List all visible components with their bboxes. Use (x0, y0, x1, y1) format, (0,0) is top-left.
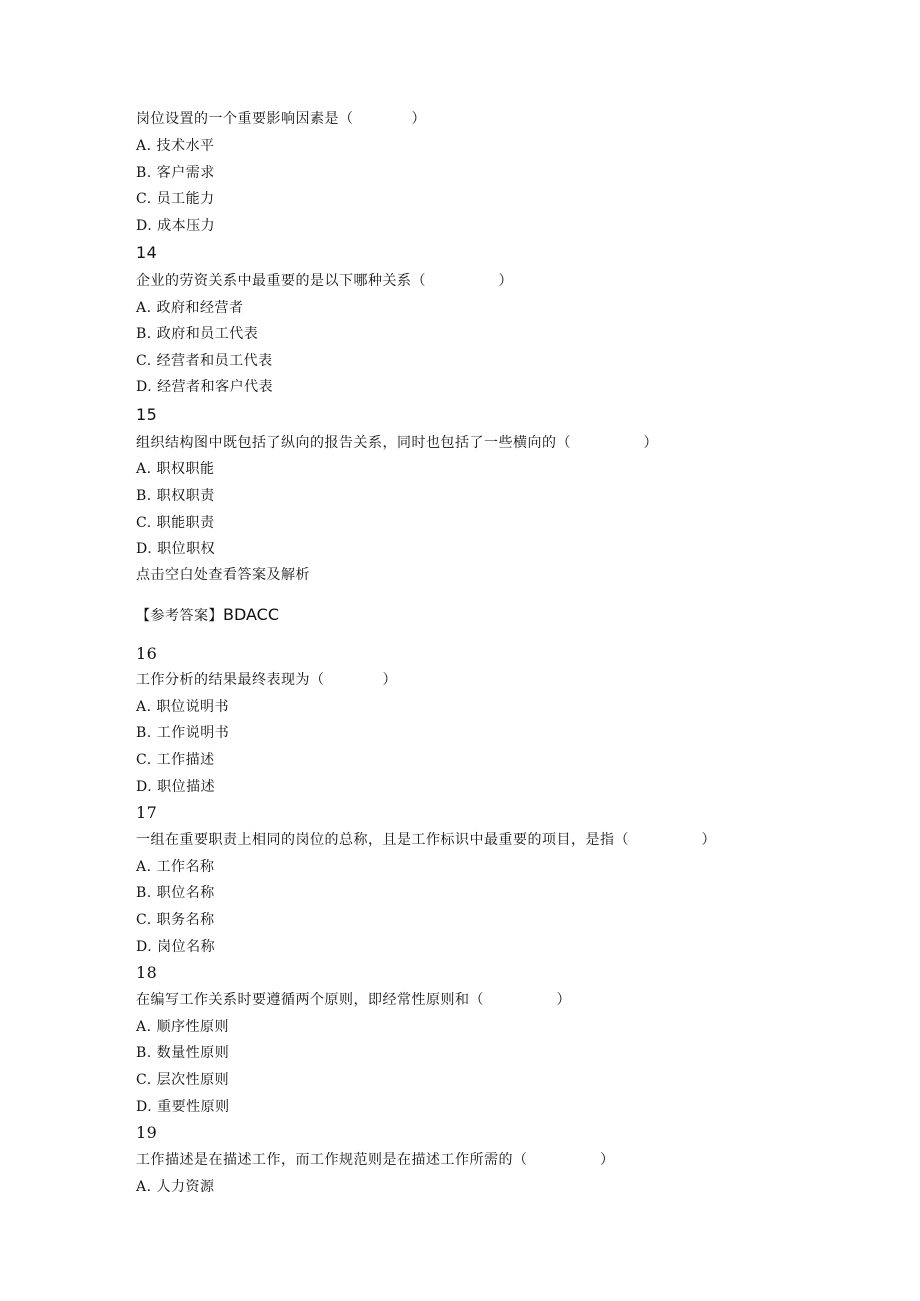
question-18-number: 18 (136, 963, 158, 982)
question-16-number: 16 (136, 644, 158, 663)
q13-option-b: B. 客户需求 (136, 165, 215, 181)
q13-option-d: D. 成本压力 (136, 218, 216, 234)
q19-option-a: A. 人力资源 (136, 1179, 215, 1195)
q17-option-c: C. 职务名称 (136, 912, 215, 928)
question-17-number: 17 (136, 803, 158, 822)
q17-option-d: D. 岗位名称 (136, 939, 216, 955)
q18-option-c: C. 层次性原则 (136, 1072, 230, 1088)
q17-option-b: B. 职位名称 (136, 885, 215, 901)
q14-option-a: A. 政府和经营者 (136, 300, 244, 316)
q17-option-a: A. 工作名称 (136, 859, 215, 875)
question-13-stem: 岗位设置的一个重要影响因素是（ ） (136, 111, 426, 127)
q14-option-b: B. 政府和员工代表 (136, 326, 259, 342)
question-14-number: 14 (136, 243, 158, 262)
q18-option-d: D. 重要性原则 (136, 1099, 230, 1115)
question-19-stem: 工作描述是在描述工作，而工作规范则是在描述工作所需的（ ） (136, 1152, 615, 1168)
q13-option-c: C. 员工能力 (136, 191, 215, 207)
q13-option-a: A. 技术水平 (136, 138, 215, 154)
question-15-number: 15 (136, 405, 158, 424)
q16-option-b: B. 工作说明书 (136, 725, 230, 741)
reveal-answer-link[interactable]: 点击空白处查看答案及解析 (136, 567, 310, 583)
q15-option-c: C. 职能职责 (136, 515, 215, 531)
reference-answer (136, 606, 279, 625)
q16-option-a: A. 职位说明书 (136, 699, 230, 715)
answer-value: BDACC (223, 605, 280, 624)
q16-option-d: D. 职位描述 (136, 779, 216, 795)
q18-option-a: A. 顺序性原则 (136, 1019, 230, 1035)
q15-option-d: D. 职位职权 (136, 541, 216, 557)
question-15-stem: 组织结构图中既包括了纵向的报告关系，同时也包括了一些横向的（ ） (136, 435, 658, 451)
question-17-stem: 一组在重要职责上相同的岗位的总称，且是工作标识中最重要的项目，是指（ ） (136, 832, 716, 848)
q14-option-c: C. 经营者和员工代表 (136, 353, 273, 369)
q16-option-c: C. 工作描述 (136, 752, 215, 768)
q15-option-a: A. 职权职能 (136, 461, 215, 477)
q18-option-b: B. 数量性原则 (136, 1045, 230, 1061)
q15-option-b: B. 职权职责 (136, 488, 215, 504)
question-14-stem: 企业的劳资关系中最重要的是以下哪种关系（ ） (136, 273, 513, 289)
question-16-stem: 工作分析的结果最终表现为（ ） (136, 672, 397, 688)
question-19-number: 19 (136, 1123, 158, 1142)
q14-option-d: D. 经营者和客户代表 (136, 379, 274, 395)
answer-label: 【参考答案】 (136, 608, 223, 624)
question-18-stem: 在编写工作关系时要遵循两个原则，即经常性原则和（ ） (136, 992, 571, 1008)
